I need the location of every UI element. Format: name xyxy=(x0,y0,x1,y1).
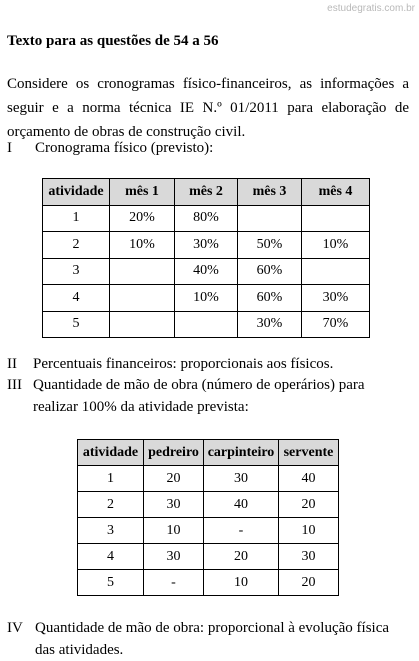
item-text: Quantidade de mão de obra (número de operários) para realizar 100% da atividade prevista: xyxy=(33,377,365,415)
table-cell: 30 xyxy=(279,544,339,570)
table-cell: 3 xyxy=(78,518,144,544)
column-header: carpinteiro xyxy=(204,440,279,466)
table-cell: 60% xyxy=(238,285,302,312)
table-cell xyxy=(302,258,370,285)
table-cell: 2 xyxy=(43,232,110,259)
column-header: atividade xyxy=(43,179,110,206)
table-header-row xyxy=(43,179,370,206)
item-text: Percentuais financeiros: proporcionais aos físicos. xyxy=(33,356,334,372)
table-cell: 30 xyxy=(204,466,279,492)
table-row xyxy=(78,544,339,570)
table-cell: 10 xyxy=(279,518,339,544)
table-cell: 30 xyxy=(144,492,204,518)
table-cell: 10 xyxy=(204,570,279,596)
physical-schedule-table xyxy=(42,178,370,338)
table-cell xyxy=(110,285,175,312)
table-cell xyxy=(175,311,238,338)
table-cell: 1 xyxy=(78,466,144,492)
table-cell: 10% xyxy=(110,232,175,259)
intro-paragraph: Considere os cronogramas físico-financeiros, as informações a seguir e a norma técnica IE N.º 01/2011 para elaboração de orçamento de obras de construção civil. xyxy=(7,76,409,140)
table-row xyxy=(43,285,370,312)
table-cell: 70% xyxy=(302,311,370,338)
table-header-row xyxy=(78,440,339,466)
table-cell: 2 xyxy=(78,492,144,518)
item-number: III xyxy=(7,377,22,393)
table-cell: 40 xyxy=(204,492,279,518)
table-cell: 20 xyxy=(144,466,204,492)
column-header: mês 3 xyxy=(238,179,302,206)
item-number: II xyxy=(7,356,17,372)
table-row xyxy=(78,570,339,596)
column-header: pedreiro xyxy=(144,440,204,466)
table-cell: - xyxy=(144,570,204,596)
table-cell: 10% xyxy=(175,285,238,312)
table-cell: 30 xyxy=(144,544,204,570)
table-cell: 60% xyxy=(238,258,302,285)
table-cell: 20% xyxy=(110,205,175,232)
table-cell: 10 xyxy=(144,518,204,544)
item-number: I xyxy=(7,140,12,156)
table-cell: 30% xyxy=(238,311,302,338)
table-cell: 20 xyxy=(204,544,279,570)
watermark: estudegratis.com.br xyxy=(327,3,415,14)
table-cell: 5 xyxy=(43,311,110,338)
table-cell: 20 xyxy=(279,570,339,596)
table-row xyxy=(78,466,339,492)
table-cell xyxy=(110,258,175,285)
item-number: IV xyxy=(7,620,23,636)
column-header: mês 1 xyxy=(110,179,175,206)
table-cell: 1 xyxy=(43,205,110,232)
table-row xyxy=(43,258,370,285)
table-row xyxy=(78,518,339,544)
labor-quantity-table xyxy=(77,439,339,596)
table-cell: - xyxy=(204,518,279,544)
table-cell: 20 xyxy=(279,492,339,518)
item-text: Quantidade de mão de obra: proporcional à evolução física das atividades. xyxy=(35,620,390,658)
table-row xyxy=(78,492,339,518)
column-header: servente xyxy=(279,440,339,466)
item-text: Cronograma físico (previsto): xyxy=(35,140,214,156)
table-cell xyxy=(302,205,370,232)
table-cell xyxy=(110,311,175,338)
table-row xyxy=(43,205,370,232)
table-cell: 4 xyxy=(43,285,110,312)
table-cell: 3 xyxy=(43,258,110,285)
table-cell: 30% xyxy=(302,285,370,312)
table-cell xyxy=(238,205,302,232)
table-cell: 30% xyxy=(175,232,238,259)
column-header: mês 2 xyxy=(175,179,238,206)
table-cell: 80% xyxy=(175,205,238,232)
table-row xyxy=(43,232,370,259)
table-cell: 4 xyxy=(78,544,144,570)
table-cell: 50% xyxy=(238,232,302,259)
column-header: mês 4 xyxy=(302,179,370,206)
section-heading: Texto para as questões de 54 a 56 xyxy=(7,33,219,49)
table-cell: 10% xyxy=(302,232,370,259)
column-header: atividade xyxy=(78,440,144,466)
table-cell: 40% xyxy=(175,258,238,285)
table-cell: 40 xyxy=(279,466,339,492)
table-cell: 5 xyxy=(78,570,144,596)
table-row xyxy=(43,311,370,338)
